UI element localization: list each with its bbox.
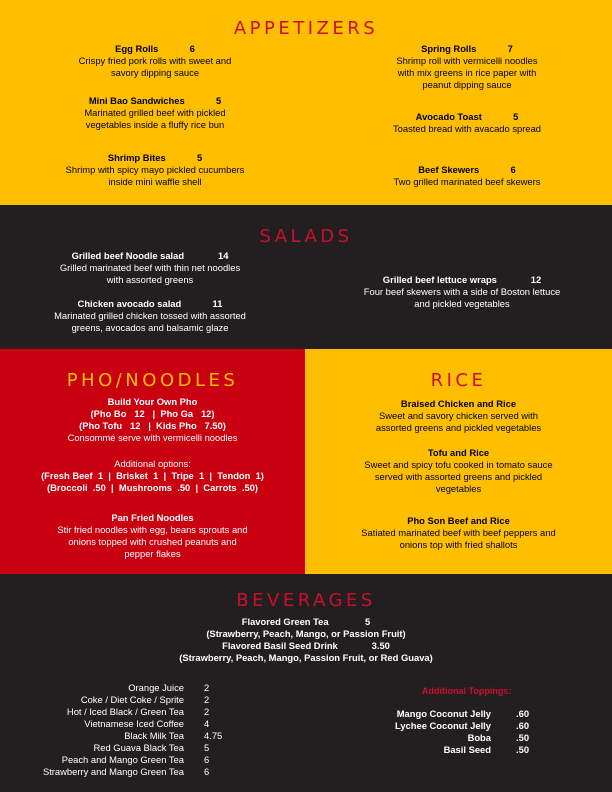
topping-price: .60 — [516, 720, 530, 731]
item-desc: Sweet and savory chicken served with — [379, 410, 538, 421]
item-name: Grilled beef Noodle salad — [71, 250, 185, 261]
featured-drinks — [0, 616, 612, 664]
topping-price: .50 — [516, 744, 530, 755]
menu-item-egg-rolls — [20, 43, 290, 79]
item-price: 3.50 — [371, 640, 390, 651]
beverages-section — [0, 574, 612, 792]
item-name: Chicken avocado salad — [77, 298, 182, 309]
item-name: Avocado Toast — [415, 111, 482, 122]
menu-item-beef-skewers — [332, 164, 602, 188]
item-name: Mini Bao Sandwiches — [88, 95, 185, 106]
menu-item-mini-bao — [20, 95, 290, 131]
item-price: 12 — [530, 274, 542, 285]
menu-item-chicken-avocado-salad — [10, 298, 290, 334]
item-desc: Stir fried noodles with egg, beans sprouts and — [57, 524, 248, 535]
item-desc: peanut dipping sauce — [422, 79, 512, 90]
item-price: 5 — [215, 95, 222, 106]
salads-heading: SALADS — [259, 226, 353, 247]
additional-options-line: (Fresh Beef 1 | Brisket 1 | Tripe 1 | Tendon 1) — [41, 470, 264, 481]
item-name: Build Your Own Pho — [107, 396, 198, 407]
item-desc: greens, avocados and balsamic glaze — [71, 322, 229, 333]
topping-name: Basil Seed — [443, 744, 491, 755]
menu-item-shrimp-bites — [20, 152, 290, 188]
menu-item-pan-fried-noodles — [0, 512, 305, 560]
item-desc: Toasted bread with avacado spread — [392, 123, 541, 134]
menu-item-build-pho — [0, 396, 305, 444]
item-desc: vegetables inside a fluffy rice bun — [85, 119, 225, 130]
menu-item-braised-chicken-rice — [305, 398, 612, 434]
drink-price: 6 — [204, 766, 210, 777]
drink-name: Red Guava Black Tea — [93, 742, 184, 753]
drink-name: Coke / Diet Coke / Sprite — [80, 694, 184, 705]
menu-item-noodle-salad — [10, 250, 290, 286]
menu-item-pho-son-beef-rice — [305, 515, 612, 551]
item-desc: Marinated grilled beef with pickled — [84, 107, 226, 118]
pho-options-line: (Pho Tofu 12 | Kids Pho 7.50) — [79, 420, 226, 431]
item-name: Pho Son Beef and Rice — [407, 515, 510, 526]
item-desc: Crispy fried pork rolls with sweet and — [78, 55, 232, 66]
drink-name: Vietnamese Iced Coffee — [84, 718, 184, 729]
item-desc: onions topped with crushed peanuts and — [68, 536, 237, 547]
drink-name: Peach and Mango Green Tea — [61, 754, 184, 765]
item-price: 6 — [189, 43, 195, 54]
item-desc: inside mini waffle shell — [108, 176, 202, 187]
appetizers-section — [0, 0, 612, 205]
item-name: Tofu and Rice — [427, 447, 490, 458]
rice-section — [305, 349, 612, 574]
additional-options-line: (Broccoli .50 | Mushrooms .50 | Carrots .50) — [46, 482, 259, 493]
flavor-list: (Strawberry, Peach, Mango, Passion Fruit, or Red Guava) — [179, 652, 433, 663]
appetizers-heading: APPETIZERS — [233, 18, 379, 39]
item-price: 5 — [196, 152, 203, 163]
drink-name: Strawberry and Mango Green Tea — [42, 766, 184, 777]
drink-name: Orange Juice — [128, 682, 184, 693]
item-name: Egg Rolls — [115, 43, 159, 54]
beverages-heading: BEVERAGES — [236, 590, 376, 611]
additional-options — [0, 458, 305, 494]
drink-price: 2 — [204, 694, 210, 705]
topping-price: .60 — [516, 708, 530, 719]
toppings-heading: Additional Toppings: — [422, 686, 512, 696]
additional-options-label: Additional options: — [114, 458, 191, 469]
drink-price: 5 — [204, 742, 210, 753]
item-desc: Four beef skewers with a side of Boston lettuce — [363, 286, 561, 297]
item-desc: Marinated grilled chicken tossed with assorted — [54, 310, 246, 321]
item-name: Flavored Basil Seed Drink — [222, 640, 338, 651]
menu-item-spring-rolls — [332, 43, 602, 91]
item-name: Grilled beef lettuce wraps — [382, 274, 497, 285]
item-name: Shrimp Bites — [107, 152, 166, 163]
item-desc: onions top with fried shallots — [399, 539, 518, 550]
pho-heading: PHO/NOODLES — [66, 370, 239, 391]
drink-name: Black Milk Tea — [124, 730, 184, 741]
pho-section — [0, 349, 305, 574]
menu-item-avocado-toast — [332, 111, 602, 135]
drink-name: Hot / Iced Black / Green Tea — [66, 706, 184, 717]
menu-item-lettuce-wraps — [322, 274, 602, 310]
item-price: 6 — [510, 164, 516, 175]
item-desc: Shrimp with spicy mayo pickled cucumbers — [65, 164, 245, 175]
item-price: 7 — [507, 43, 513, 54]
topping-name: Boba — [467, 732, 491, 743]
item-desc: Satiated marinated beef with beef peppers and — [361, 527, 556, 538]
topping-name: Mango Coconut Jelly — [396, 708, 491, 719]
item-name: Pan Fried Noodles — [111, 512, 194, 523]
item-name: Braised Chicken and Rice — [400, 398, 517, 409]
item-price: 5 — [365, 616, 371, 627]
pho-options-line: (Pho Bo 12 | Pho Ga 12) — [90, 408, 215, 419]
item-desc: pepper flakes — [124, 548, 181, 559]
item-name: Spring Rolls — [421, 43, 477, 54]
item-price: 14 — [217, 250, 229, 261]
salads-section — [0, 205, 612, 349]
item-desc: Shrimp roll with vermicelli noodles — [396, 55, 538, 66]
item-desc: served with assorted greens and pickled — [374, 471, 543, 482]
drink-price: 2 — [204, 706, 210, 717]
topping-name: Lychee Coconut Jelly — [394, 720, 491, 731]
item-desc: savory dipping sauce — [110, 67, 200, 78]
rice-heading: RICE — [430, 370, 487, 391]
item-desc: Grilled marinated beef with thin net noodles — [59, 262, 241, 273]
item-price: 11 — [212, 298, 223, 309]
drink-price: 4 — [204, 718, 210, 729]
flavor-list: (Strawberry, Peach, Mango, or Passion Fruit) — [206, 628, 406, 639]
item-name: Flavored Green Tea — [241, 616, 329, 627]
item-desc: Two grilled marinated beef skewers — [393, 176, 541, 187]
drink-price: 6 — [204, 754, 210, 765]
item-desc: with mix greens in rice paper with — [397, 67, 537, 78]
item-desc: with assorted greens — [106, 274, 194, 285]
drink-price: 2 — [204, 682, 210, 693]
drink-price: 4.75 — [204, 730, 223, 741]
topping-price: .50 — [516, 732, 530, 743]
item-desc: and pickled vegetables — [414, 298, 510, 309]
menu-item-tofu-rice — [305, 447, 612, 495]
item-price: 5 — [513, 111, 519, 122]
item-desc: vegetables — [435, 483, 482, 494]
item-name: Beef Skewers — [418, 164, 480, 175]
item-desc: Sweet and spicy tofu cooked in tomato sauce — [364, 459, 553, 470]
item-desc: assorted greens and pickled vegetables — [375, 422, 542, 433]
item-desc: Consommé serve with vermicelli noodles — [67, 432, 238, 443]
